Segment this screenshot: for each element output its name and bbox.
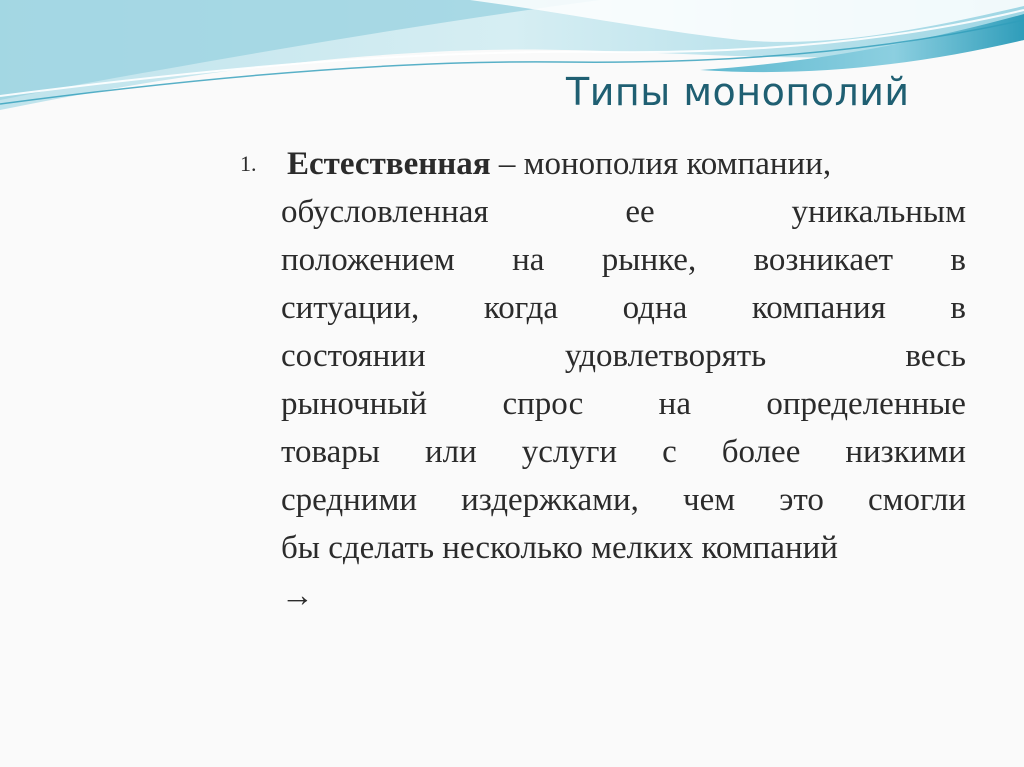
word: в <box>950 290 966 326</box>
word: весь <box>905 338 966 374</box>
word: определенные <box>766 386 966 422</box>
word: услуги <box>521 434 618 470</box>
word: это <box>779 482 824 518</box>
text-line <box>281 188 966 236</box>
dash: – <box>498 146 516 182</box>
word: товары <box>281 434 380 470</box>
text-line <box>281 572 966 620</box>
slide-title: Типы монополий <box>566 70 910 114</box>
word: ее <box>625 194 655 230</box>
word: положением <box>281 242 455 278</box>
text-line <box>281 428 966 476</box>
text-line <box>281 284 966 332</box>
word: средними <box>281 482 418 518</box>
word: одна <box>622 290 688 326</box>
word: рынке, <box>601 242 697 278</box>
word: когда <box>483 290 559 326</box>
text-line <box>281 524 966 572</box>
right-arrow-icon: → <box>281 578 314 614</box>
text-line <box>287 140 966 188</box>
word: на <box>658 386 691 422</box>
word: более <box>721 434 801 470</box>
word: или <box>424 434 477 470</box>
word: рыночный <box>281 386 428 422</box>
text-line <box>281 476 966 524</box>
list-item-number: 1. <box>240 151 257 176</box>
word: смогли <box>867 482 966 518</box>
word: уникальным <box>791 194 966 230</box>
word: спрос <box>502 386 584 422</box>
text-line <box>281 380 966 428</box>
definition-start: монополия компании, <box>523 146 832 182</box>
term: Естественная <box>287 146 491 182</box>
word: на <box>512 242 545 278</box>
word: с <box>662 434 677 470</box>
word: низкими <box>845 434 966 470</box>
word: обусловленная <box>281 194 489 230</box>
word: удовлетворять <box>564 338 767 374</box>
word: в <box>950 242 966 278</box>
word: компания <box>751 290 886 326</box>
text-line <box>281 332 966 380</box>
definition-end: бы сделать несколько мелких компаний <box>281 530 838 566</box>
word: издержками, <box>461 482 639 518</box>
word: возникает <box>753 242 894 278</box>
list-item <box>240 140 966 620</box>
word: чем <box>682 482 736 518</box>
word: ситуации, <box>281 290 420 326</box>
text-line <box>281 236 966 284</box>
word: состоянии <box>281 338 426 374</box>
